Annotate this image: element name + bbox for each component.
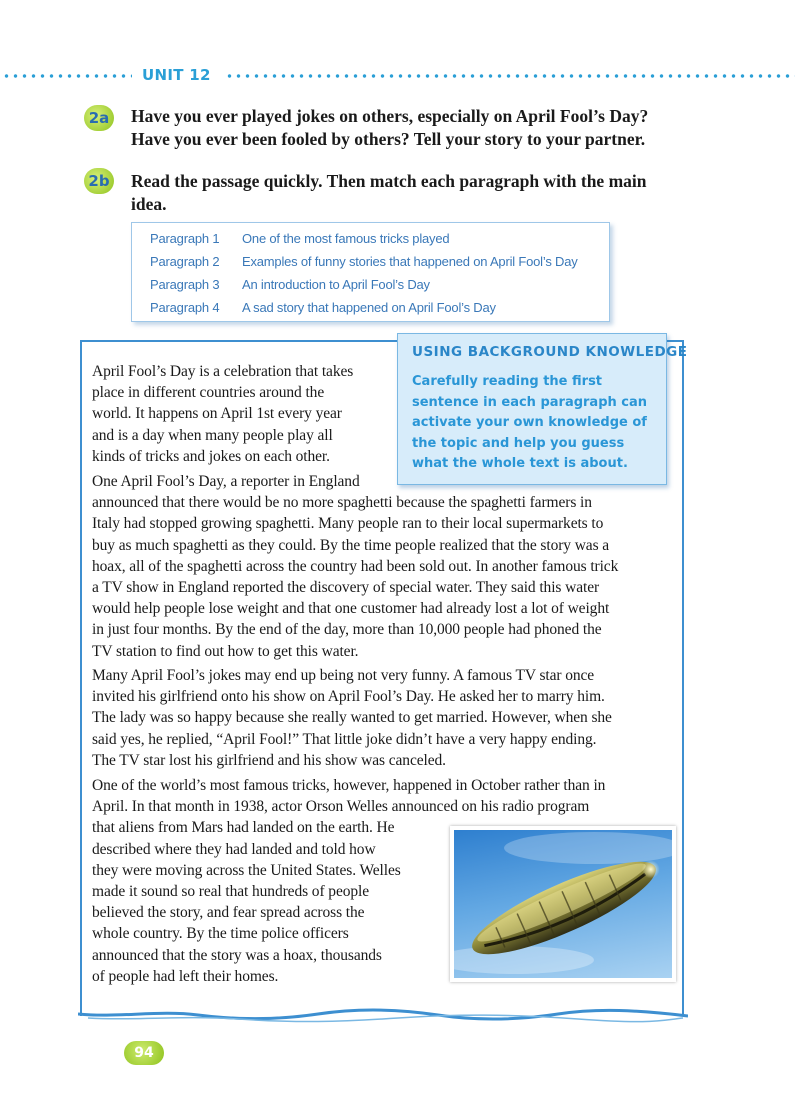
page-number: 94 [124, 1041, 164, 1065]
unit-header [0, 66, 800, 86]
paragraph-number: Paragraph 1 [150, 231, 220, 246]
passage-line: of people had left their homes. [92, 967, 279, 985]
task-badge-2a: 2a [84, 105, 114, 131]
tip-title: USING BACKGROUND KNOWLEDGE [412, 344, 688, 360]
passage-line: whole country. By the time police officers [92, 925, 349, 943]
passage-line: in just four months. By the end of the day, more than 10,000 people had phoned the [92, 621, 602, 639]
paragraph-main-idea: A sad story that happened on April Fool’s Day [242, 300, 496, 315]
header-dotted-line-right [225, 74, 795, 78]
passage-line: hoax, all of the spaghetti across the country had been sold out. In another famous trick [92, 557, 619, 575]
task-2b-text [131, 170, 647, 216]
background-knowledge-tip [397, 333, 688, 485]
tip-text: Carefully reading the first sentence in each paragraph can activate your own knowledge of the topic and help you guess what the whole text is about. [412, 374, 648, 471]
passage-line: Italy had stopped growing spaghetti. Many people ran to their local supermarkets to [92, 515, 604, 533]
passage-line: One of the world’s most famous tricks, however, happened in October rather than in [92, 777, 606, 794]
passage-line: The TV star lost his girlfriend and his show was canceled. [92, 751, 446, 769]
passage-line: invited his girlfriend onto his show on April Fool’s Day. He asked her to marry him. [92, 688, 605, 706]
task-2b-line-1: Read the passage quickly. Then match each paragraph with the main [131, 171, 647, 191]
passage-line: announced that there would be no more spaghetti because the spaghetti farmers in [92, 494, 592, 512]
ufo-icon [454, 830, 672, 978]
passage-line: One April Fool’s Day, a reporter in England [92, 473, 360, 490]
passage-paragraph-1 [92, 361, 392, 467]
passage-line: described where they had landed and told how [92, 840, 376, 858]
passage-line: that aliens from Mars had landed on the earth. He [92, 819, 395, 837]
ufo-photo [450, 826, 676, 982]
passage-line: and is a day when many people play all [92, 426, 333, 444]
passage-line: believed the story, and fear spread across the [92, 904, 365, 922]
passage-paragraph-2 [92, 471, 672, 662]
paragraph-main-idea: An introduction to April Fool’s Day [242, 277, 430, 292]
passage-line: said yes, he replied, “April Fool!” That little joke didn’t have a very happy ending. [92, 730, 597, 748]
passage-line: The lady was so happy because she really wanted to get married. However, when she [92, 709, 612, 727]
passage-line: a TV show in England reported the discovery of special water. They said this water [92, 579, 600, 597]
task-2a-text [131, 105, 648, 151]
passage-line: April Fool’s Day is a celebration that takes [92, 363, 354, 380]
passage-line: TV station to find out how to get this water. [92, 642, 359, 660]
passage-line: world. It happens on April 1st every year [92, 405, 342, 423]
paragraph-number: Paragraph 2 [150, 254, 220, 269]
passage-line: made it sound so real that hundreds of people [92, 883, 370, 901]
header-dotted-line-left [2, 74, 132, 78]
passage-line: Many April Fool’s jokes may end up being not very funny. A famous TV star once [92, 667, 595, 684]
paragraph-match-box [131, 222, 610, 322]
passage-line: kinds of tricks and jokes on each other. [92, 447, 330, 465]
unit-label: UNIT 12 [142, 66, 211, 84]
paragraph-main-idea: One of the most famous tricks played [242, 231, 450, 246]
passage-line: buy as much spaghetti as they could. By the time people realized that the story was a [92, 536, 610, 554]
paragraph-number: Paragraph 3 [150, 277, 220, 292]
task-2a-line-1: Have you ever played jokes on others, especially on April Fool’s Day? [131, 106, 649, 126]
passage-line: place in different countries around the [92, 384, 325, 402]
task-2b-line-2: idea. [131, 194, 167, 214]
paragraph-main-idea: Examples of funny stories that happened on April Fool’s Day [242, 254, 578, 269]
passage-paragraph-3 [92, 665, 672, 771]
task-2a-line-2: Have you ever been fooled by others? Tell your story to your partner. [131, 129, 646, 149]
passage-box-wavy-bottom [78, 1008, 688, 1024]
task-badge-2b: 2b [84, 168, 114, 194]
passage-line: announced that the story was a hoax, thousands [92, 946, 382, 964]
passage-line: April. In that month in 1938, actor Orson Welles announced on his radio program [92, 798, 590, 816]
paragraph-number: Paragraph 4 [150, 300, 220, 315]
passage-line: would help people lose weight and that one customer had already lost a lot of weight [92, 600, 610, 618]
passage-line: they were moving across the United States. Welles [92, 861, 401, 879]
